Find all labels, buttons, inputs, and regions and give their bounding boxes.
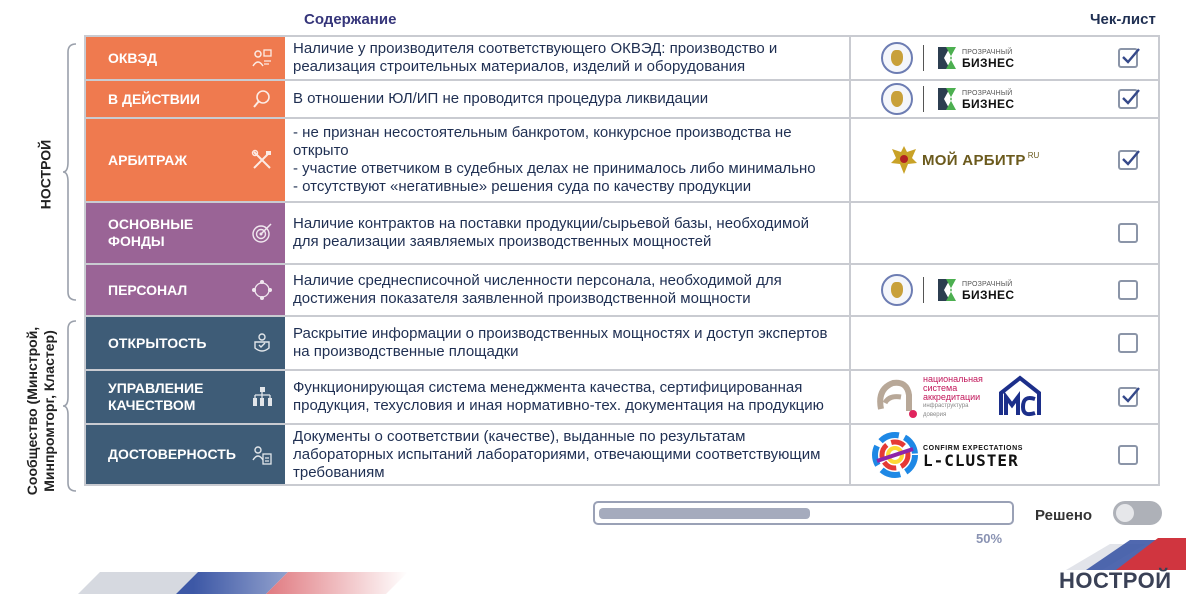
checklist-checkbox[interactable] xyxy=(1118,387,1138,407)
description-text: Функционирующая система менеджмента качества, сертифицированная продукция, техусловия и иная нормативно-тех. документация на продукцию xyxy=(293,379,824,414)
nostroy-group-label: НОСТРОЙ xyxy=(37,139,54,210)
prozrachny-biznes-logo-icon xyxy=(936,277,958,303)
category-label: ДОСТОВЕРНОСТЬ xyxy=(108,446,236,462)
logo-empty xyxy=(853,203,1083,263)
category-quality-management xyxy=(86,371,285,423)
description-cell xyxy=(287,81,851,117)
pb-small-text: ПРОЗРАЧНЫЙ xyxy=(962,281,1013,288)
progress-fill xyxy=(599,508,810,519)
description-cell xyxy=(287,203,851,263)
checklist-checkbox[interactable] xyxy=(1118,445,1138,465)
category-in-action xyxy=(86,81,285,117)
category-label: ОСНОВНЫЕ ФОНДЫ xyxy=(108,216,194,249)
magnifier-icon xyxy=(251,88,273,110)
nostroy-flag-icon xyxy=(1066,536,1186,570)
fns-seal-icon xyxy=(881,83,913,115)
category-label: ПЕРСОНАЛ xyxy=(108,281,188,298)
rsa-text-4: инфраструктура xyxy=(923,402,969,409)
accreditation-logo-icon xyxy=(873,375,917,419)
progress-percent: 50% xyxy=(976,531,1003,546)
rsa-text-1: национальная xyxy=(923,373,983,384)
logo-l-cluster xyxy=(853,425,1083,484)
ms-logo-icon xyxy=(997,375,1043,419)
solved-label: Решено xyxy=(1035,507,1093,524)
description-text: В отношении ЮЛ/ИП не проводится процедура ликвидации xyxy=(293,90,709,107)
category-openness xyxy=(86,317,285,369)
description-text: Документы о соответствии (качестве), выданные по результатам лабораторных испытаний лабораториями, отвечающими соответствующим требованиям xyxy=(293,427,821,481)
community-group-label xyxy=(24,316,58,506)
community-label-line2: Минпромторг, Кластер) xyxy=(41,330,57,492)
table-row xyxy=(86,119,1158,203)
table-row xyxy=(86,37,1158,81)
rsa-text-3: аккредитации xyxy=(923,391,981,402)
pb-big-text: БИЗНЕС xyxy=(962,97,1015,111)
category-okved xyxy=(86,37,285,79)
checkmark-icon xyxy=(1119,87,1143,111)
pb-small-text: ПРОЗРАЧНЫЙ xyxy=(962,90,1013,97)
target-icon xyxy=(251,222,273,244)
checklist-checkbox[interactable] xyxy=(1118,150,1138,170)
description-cell xyxy=(287,371,851,423)
table-row xyxy=(86,265,1158,317)
badge-icon xyxy=(251,332,273,354)
logo-empty xyxy=(853,317,1083,369)
category-label: ОКВЭД xyxy=(108,49,158,66)
checkmark-icon xyxy=(1119,385,1143,409)
arbitr-ru-text: RU xyxy=(1027,150,1040,160)
table-row xyxy=(86,425,1158,484)
description-text: - не признан несостоятельным банкротом, конкурсное производства не открыто - участие ответчиком в судебных делах не принималось либо минимально - отсутствуют «негативные» решения суда по качеству продукции xyxy=(293,124,816,195)
hierarchy-icon xyxy=(251,386,273,408)
description-cell xyxy=(287,119,851,201)
tools-icon xyxy=(251,149,273,171)
category-label: ОТКРЫТОСТЬ xyxy=(108,334,207,351)
checklist-checkbox[interactable] xyxy=(1118,223,1138,243)
nostroy-brace xyxy=(62,42,78,302)
logo-moy-arbitr xyxy=(853,119,1083,201)
category-arbitrage xyxy=(86,119,285,201)
logo-fns-prozrachny-biznes xyxy=(853,37,1083,79)
prozrachny-biznes-logo-icon xyxy=(936,86,958,112)
category-personnel xyxy=(86,265,285,315)
l-cluster-big-text: L-CLUSTER xyxy=(923,450,1019,470)
table-row xyxy=(86,81,1158,119)
rsa-text-2: система xyxy=(923,382,958,393)
checkmark-icon xyxy=(1119,46,1143,70)
arbitr-logo-text: МОЙ АРБИТР xyxy=(922,151,1026,169)
team-icon xyxy=(251,279,273,301)
tricolor-stripe-decor xyxy=(78,572,408,594)
table-row xyxy=(86,203,1158,265)
people-icon xyxy=(251,47,273,69)
checklist-checkbox[interactable] xyxy=(1118,280,1138,300)
category-reliability xyxy=(86,425,285,484)
table-row xyxy=(86,317,1158,371)
description-cell xyxy=(287,37,851,79)
checklist-checkbox[interactable] xyxy=(1118,89,1138,109)
pb-big-text: БИЗНЕС xyxy=(962,288,1015,302)
review-icon xyxy=(251,444,273,466)
content-header: Содержание xyxy=(304,11,397,28)
checkmark-icon xyxy=(1119,148,1143,172)
community-label-line1: Сообщество (Минстрой, xyxy=(24,326,40,496)
pb-big-text: БИЗНЕС xyxy=(962,56,1015,70)
description-text: Наличие среднесписочной численности персонала, необходимой для достижения показателя заявленной производственной мощности xyxy=(293,272,782,307)
description-cell xyxy=(287,425,851,484)
description-text: Наличие контрактов на поставки продукции/сырьевой базы, необходимой для реализации заявляемых производственных мощностей xyxy=(293,215,809,250)
description-cell xyxy=(287,317,851,369)
table-row xyxy=(86,371,1158,425)
description-cell xyxy=(287,265,851,315)
checklist-checkbox[interactable] xyxy=(1118,48,1138,68)
category-label: АРБИТРАЖ xyxy=(108,151,187,168)
prozrachny-biznes-logo-icon xyxy=(936,45,958,71)
solved-toggle[interactable] xyxy=(1113,501,1162,525)
description-text: Наличие у производителя соответствующего ОКВЭД: производство и реализация строительных материалов, изделий и оборудования xyxy=(293,40,778,75)
pb-small-text: ПРОЗРАЧНЫЙ xyxy=(962,49,1013,56)
description-text: Раскрытие информации о производственных мощностях и доступ экспертов на производственные площадки xyxy=(293,325,828,360)
nostroy-footer-logo: НОСТРОЙ xyxy=(1059,568,1172,593)
fns-seal-icon xyxy=(881,42,913,74)
checklist-checkbox[interactable] xyxy=(1118,333,1138,353)
logo-fns-prozrachny-biznes xyxy=(853,265,1083,315)
logo-fns-prozrachny-biznes xyxy=(853,81,1083,117)
rsa-text-5: доверия xyxy=(923,411,947,418)
fns-seal-icon xyxy=(881,274,913,306)
l-cluster-logo-icon xyxy=(871,431,919,479)
category-label: УПРАВЛЕНИЕ КАЧЕСТВОМ xyxy=(108,380,204,413)
arbitr-eagle-icon xyxy=(889,143,919,177)
toggle-knob xyxy=(1116,504,1134,522)
community-brace xyxy=(62,319,78,493)
category-label: В ДЕЙСТВИИ xyxy=(108,90,200,107)
progress-bar xyxy=(593,501,1014,525)
criteria-table xyxy=(84,35,1160,486)
l-cluster-small-text: CONFIRM EXPECTATIONS xyxy=(923,444,1024,452)
checklist-header: Чек-лист xyxy=(1090,11,1156,28)
logo-rosaccreditation-ms xyxy=(853,371,1083,423)
category-fixed-assets xyxy=(86,203,285,263)
